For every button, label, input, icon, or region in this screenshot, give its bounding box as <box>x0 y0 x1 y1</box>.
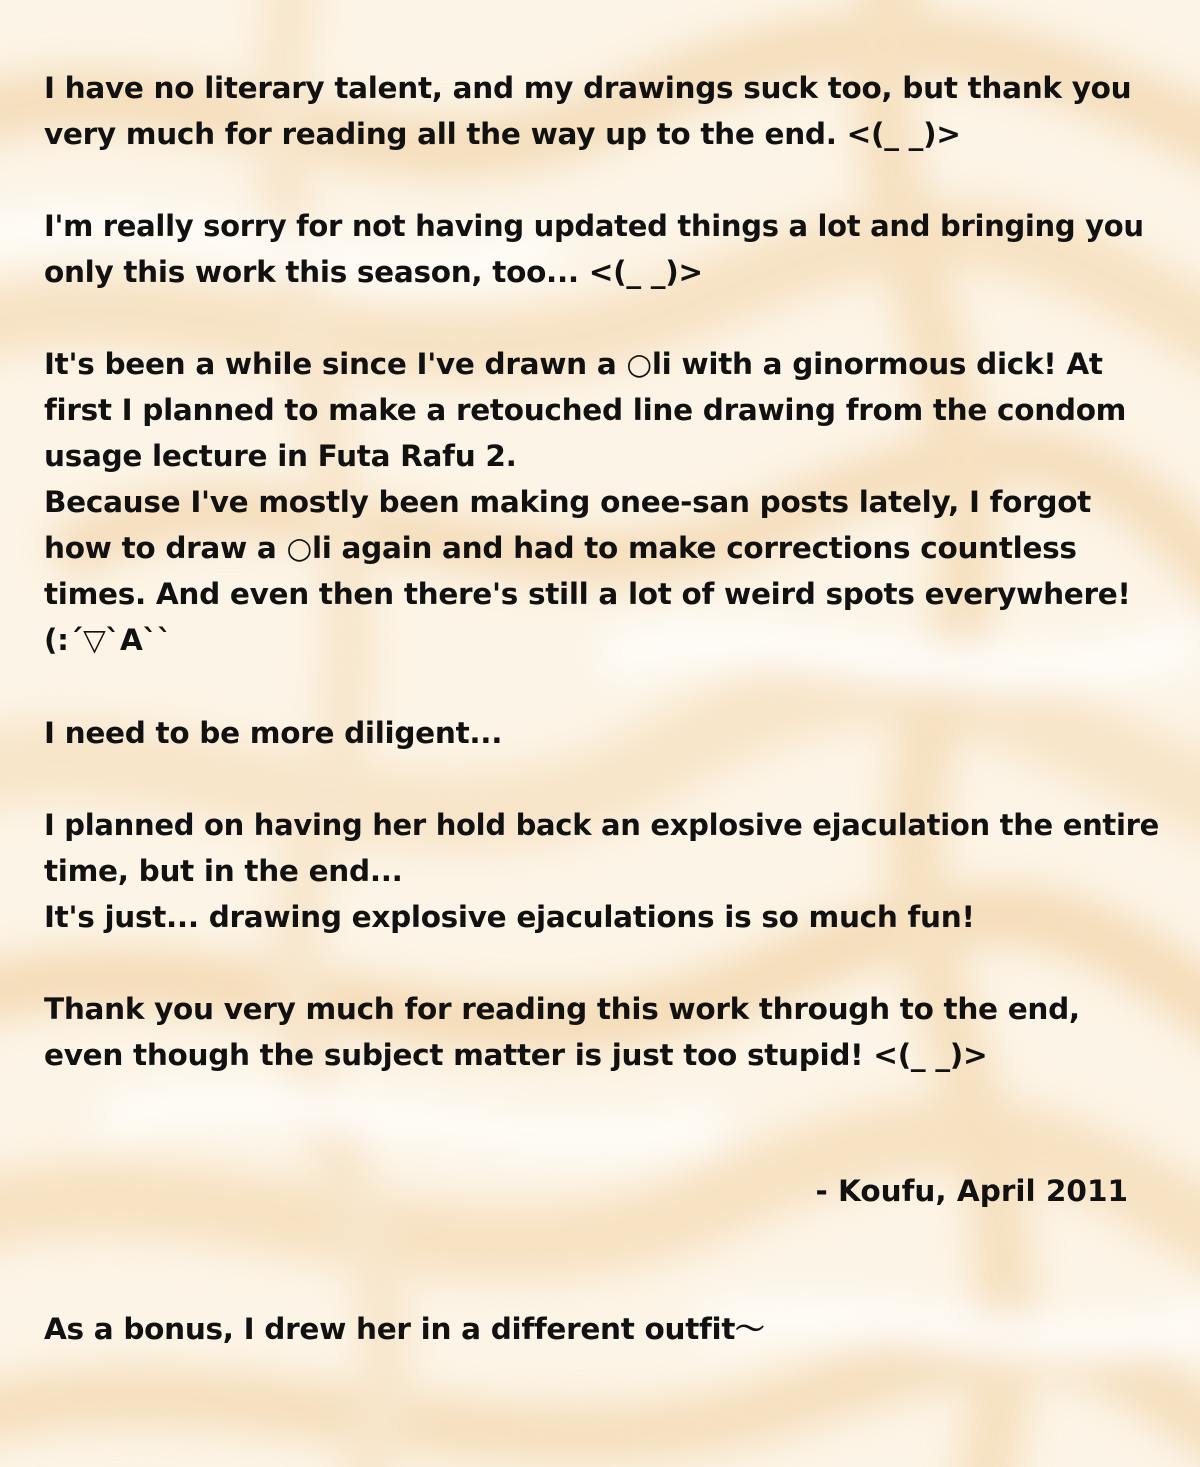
paragraph-4-line-1: I need to be more diligent... <box>44 716 503 750</box>
paragraph-3-line-6: times. And even then there's still a lot of weird spots everywhere! <box>44 577 1131 611</box>
paragraph-3-line-1: It's been a while since I've drawn a ○li with a ginormous dick! At <box>44 347 1103 381</box>
paragraph-1-line-2: very much for reading all the way up to the end. <(_ _)> <box>44 117 961 151</box>
paragraph-5-line-2: time, but in the end... <box>44 854 403 888</box>
paragraph-3-line-7: (:´▽`A`` <box>44 623 172 657</box>
paragraph-2-line-1: I'm really sorry for not having updated things a lot and bringing you <box>44 209 1144 243</box>
paragraph-5-line-3: It's just... drawing explosive ejaculations is so much fun! <box>44 900 975 934</box>
paragraph-1-line-1: I have no literary talent, and my drawings suck too, but thank you <box>44 71 1132 105</box>
bonus-note: As a bonus, I drew her in a different outfit〜 <box>44 1312 765 1346</box>
paragraph-6-line-1: Thank you very much for reading this work through to the end, <box>44 992 1080 1026</box>
paragraph-6-line-2: even though the subject matter is just too stupid! <(_ _)> <box>44 1038 988 1072</box>
paragraph-3-line-4: Because I've mostly been making onee-san posts lately, I forgot <box>44 485 1091 519</box>
paragraph-3-line-5: how to draw a ○li again and had to make corrections countless <box>44 531 1077 565</box>
paragraph-5-line-1: I planned on having her hold back an explosive ejaculation the entire <box>44 808 1160 842</box>
paragraph-3-line-3: usage lecture in Futa Rafu 2. <box>44 439 517 473</box>
paragraph-2-line-2: only this work this season, too... <(_ _)> <box>44 255 703 289</box>
author-signature: - Koufu, April 2011 <box>815 1174 1128 1208</box>
paragraph-3-line-2: first I planned to make a retouched line drawing from the condom <box>44 393 1127 427</box>
